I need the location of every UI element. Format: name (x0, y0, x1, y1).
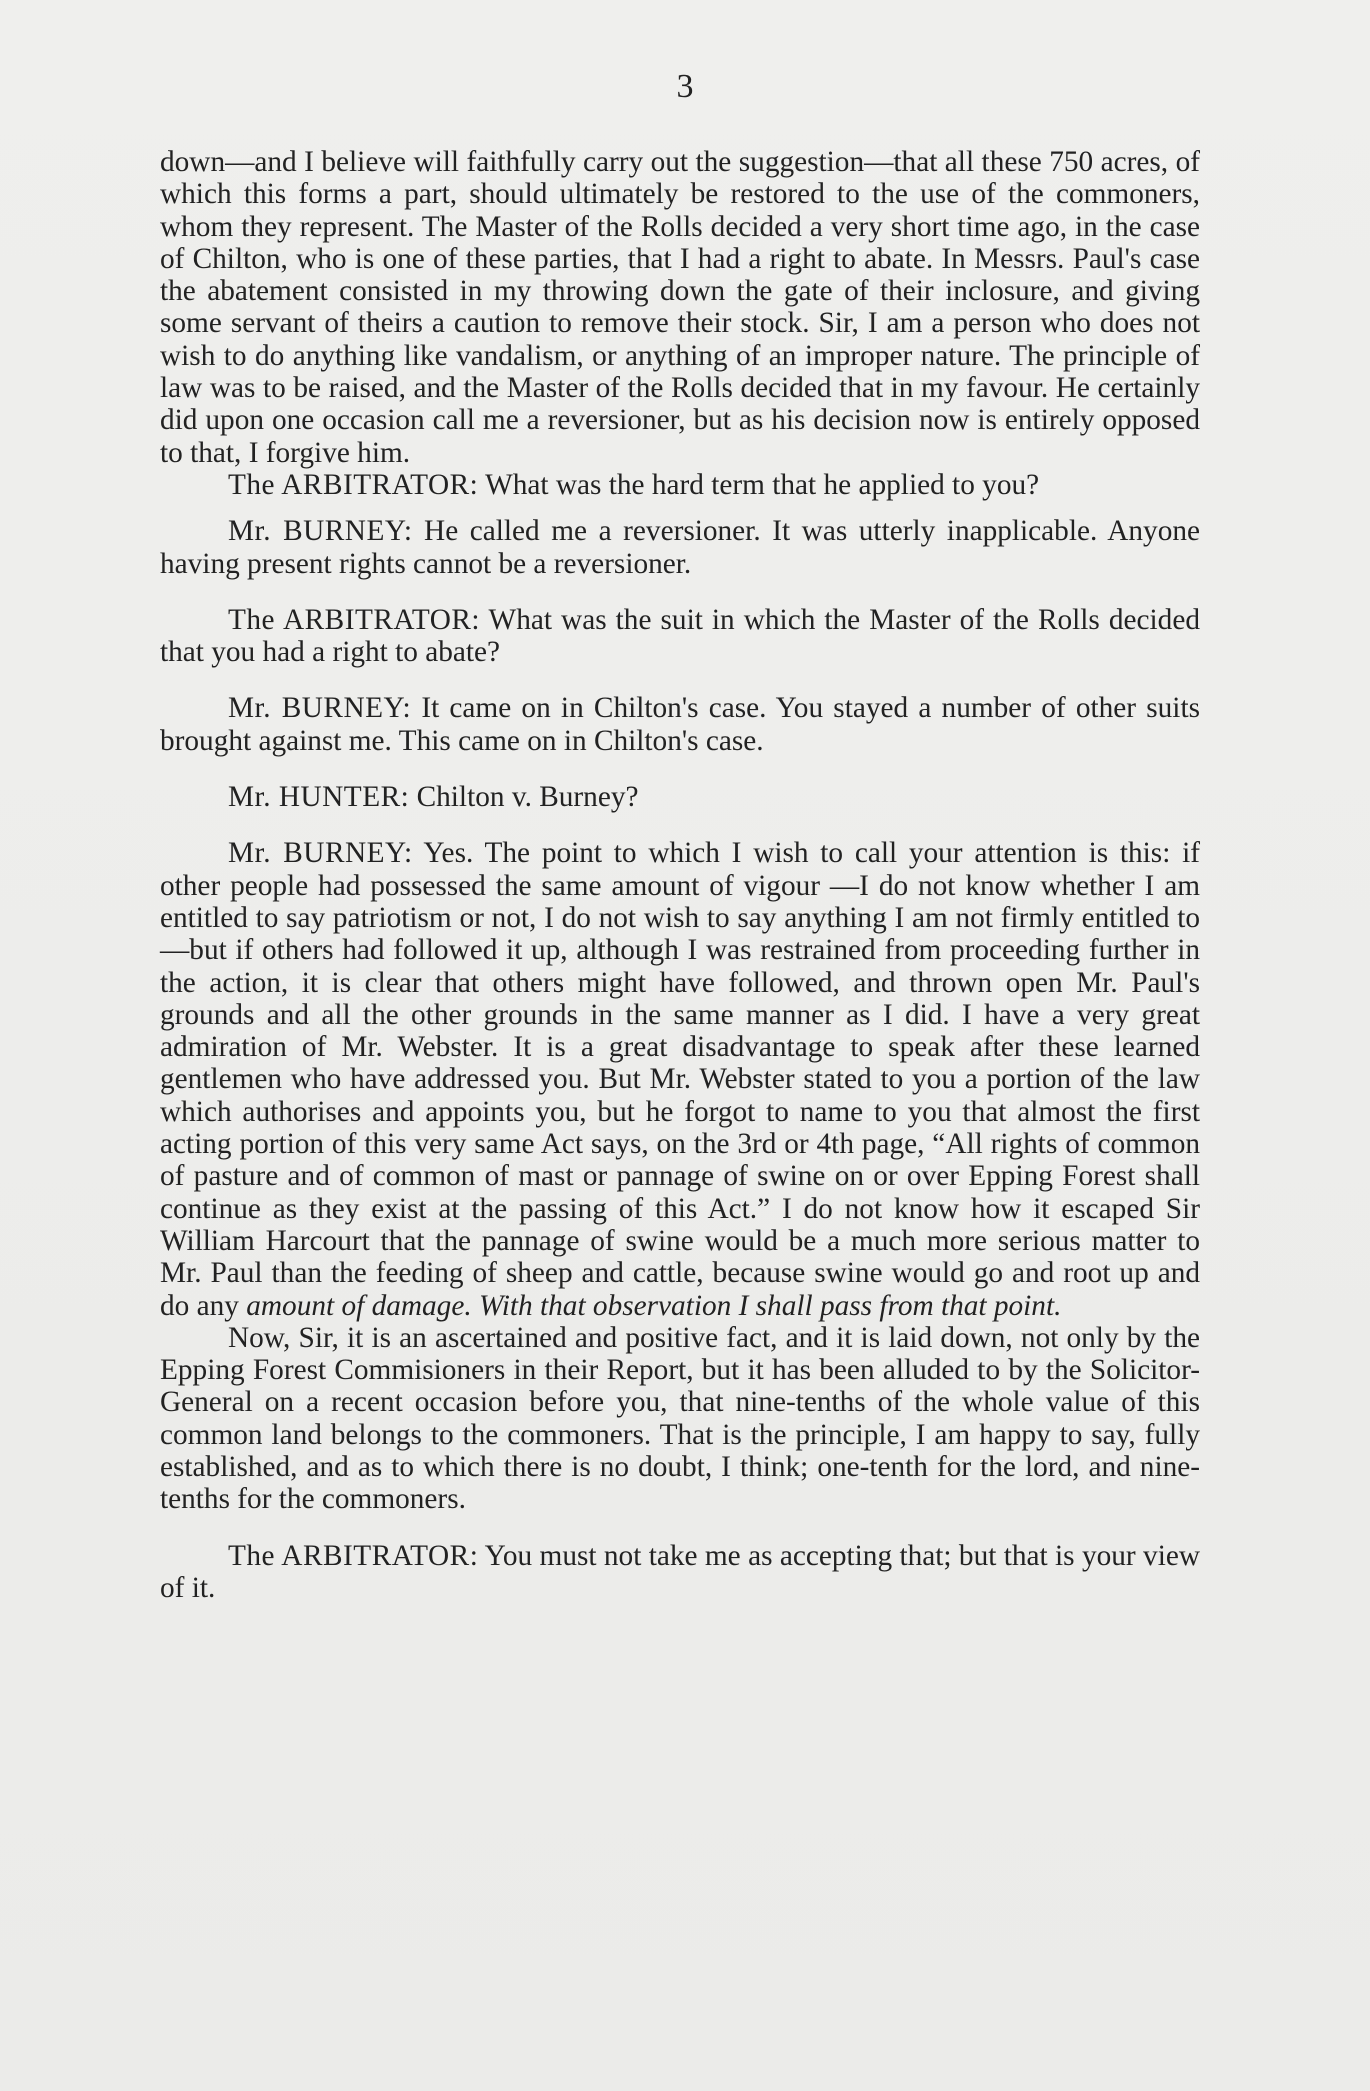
speaker-label: Mr. BURNEY: (228, 515, 413, 548)
speech-text: What was the hard term that he applied to you? (478, 468, 1040, 501)
page-number: 3 (676, 68, 694, 105)
speech-text: Chilton v. Burney? (409, 781, 639, 814)
speech-text: It came on in Chilton's case. You stayed a number of other suits brought against me. This came on in Chilton's case. (160, 692, 1200, 757)
speech-text: Yes. The point to which I wish to call your attention is this: if other people had possessed the same amount of vigour —I do not know whether I am entitled to say patriotism or not, I do not wish to say anything I am not firmly entitled to—but if others had followed it up, although I was restrained from proceeding further in the action, it is clear that others might have followed, and thrown open Mr. Paul's grounds and all the other grounds in the same manner as I did. I have a very great admiration of Mr. Webster. It is a great disadvantage to speak after these learned gentlemen who have addressed you. But Mr. Webster stated to you a portion of the law which authorises and appoints you, but he forgot to name to you that almost the first acting portion of this very same Act says, on the 3rd or 4th page, “All rights of common of pasture and of common of mast or pannage of swine on or over Epping Forest shall continue as they exist at the passing of this Act.” I do not know how it escaped Sir William Harcourt that the pannage of swine would be a much more serious matter to Mr. Paul than the feeding of sheep and cattle, because swine would go and root up and do any (160, 837, 1200, 1322)
speaker-label: Mr. HUNTER: (228, 781, 410, 814)
body-text (160, 146, 1200, 1604)
speech-text-italic: amount of damage. With that observation I shall pass from that point. (246, 1289, 1062, 1322)
paragraph-9 (160, 1540, 1200, 1605)
speech-text: You must not take me as accepting that; but that is your view of it. (160, 1539, 1200, 1604)
paragraph-6 (160, 781, 1200, 813)
speaker-label: The ARBITRATOR: (228, 603, 481, 636)
paragraph-5 (160, 692, 1200, 757)
paragraph-7 (160, 837, 1200, 1321)
paragraph-4 (160, 604, 1200, 669)
speaker-label: Mr. BURNEY: (228, 837, 413, 870)
paragraph-3 (160, 515, 1200, 580)
paragraph-2 (160, 469, 1200, 501)
speaker-label: The ARBITRATOR: (228, 468, 479, 501)
speech-text: What was the suit in which the Master of the Rolls decided that you had a right to abate? (160, 603, 1200, 669)
speaker-label: The ARBITRATOR: (228, 1539, 479, 1572)
paragraph-1: down—and I believe will faithfully carry out the suggestion—that all these 750 acres, of which this forms a part, should ultimately be restored to the use of the commoners, whom they represent. The Master of the Rolls decided a very short time ago, in the case of Chilton, who is one of these parties, that I had a right to abate. In Messrs. Paul's case the abatement consisted in my throwing down the gate of their inclosure, and giving some servant of theirs a caution to remove their stock. Sir, I am a person who does not wish to do anything like vandalism, or anything of an improper nature. The principle of law was to be raised, and the Master of the Rolls decided that in my favour. He certainly did upon one occasion call me a reversioner, but as his decision now is entirely opposed to that, I forgive him. (160, 146, 1200, 469)
speaker-label: Mr. BURNEY: (228, 692, 412, 725)
paragraph-8: Now, Sir, it is an ascertained and positive fact, and it is laid down, not only by the Epping Forest Commisioners in their Report, but it has been alluded to by the Solicitor-General on a recent occasion before you, that nine-tenths of the whole value of this common land belongs to the commoners. That is the principle, I am happy to say, fully established, and as to which there is no doubt, I think; one-tenth for the lord, and nine-tenths for the commoners. (160, 1321, 1200, 1516)
speech-text: He called me a reversioner. It was utterly inapplicable. Anyone having present rights cannot be a reversioner. (160, 515, 1200, 580)
